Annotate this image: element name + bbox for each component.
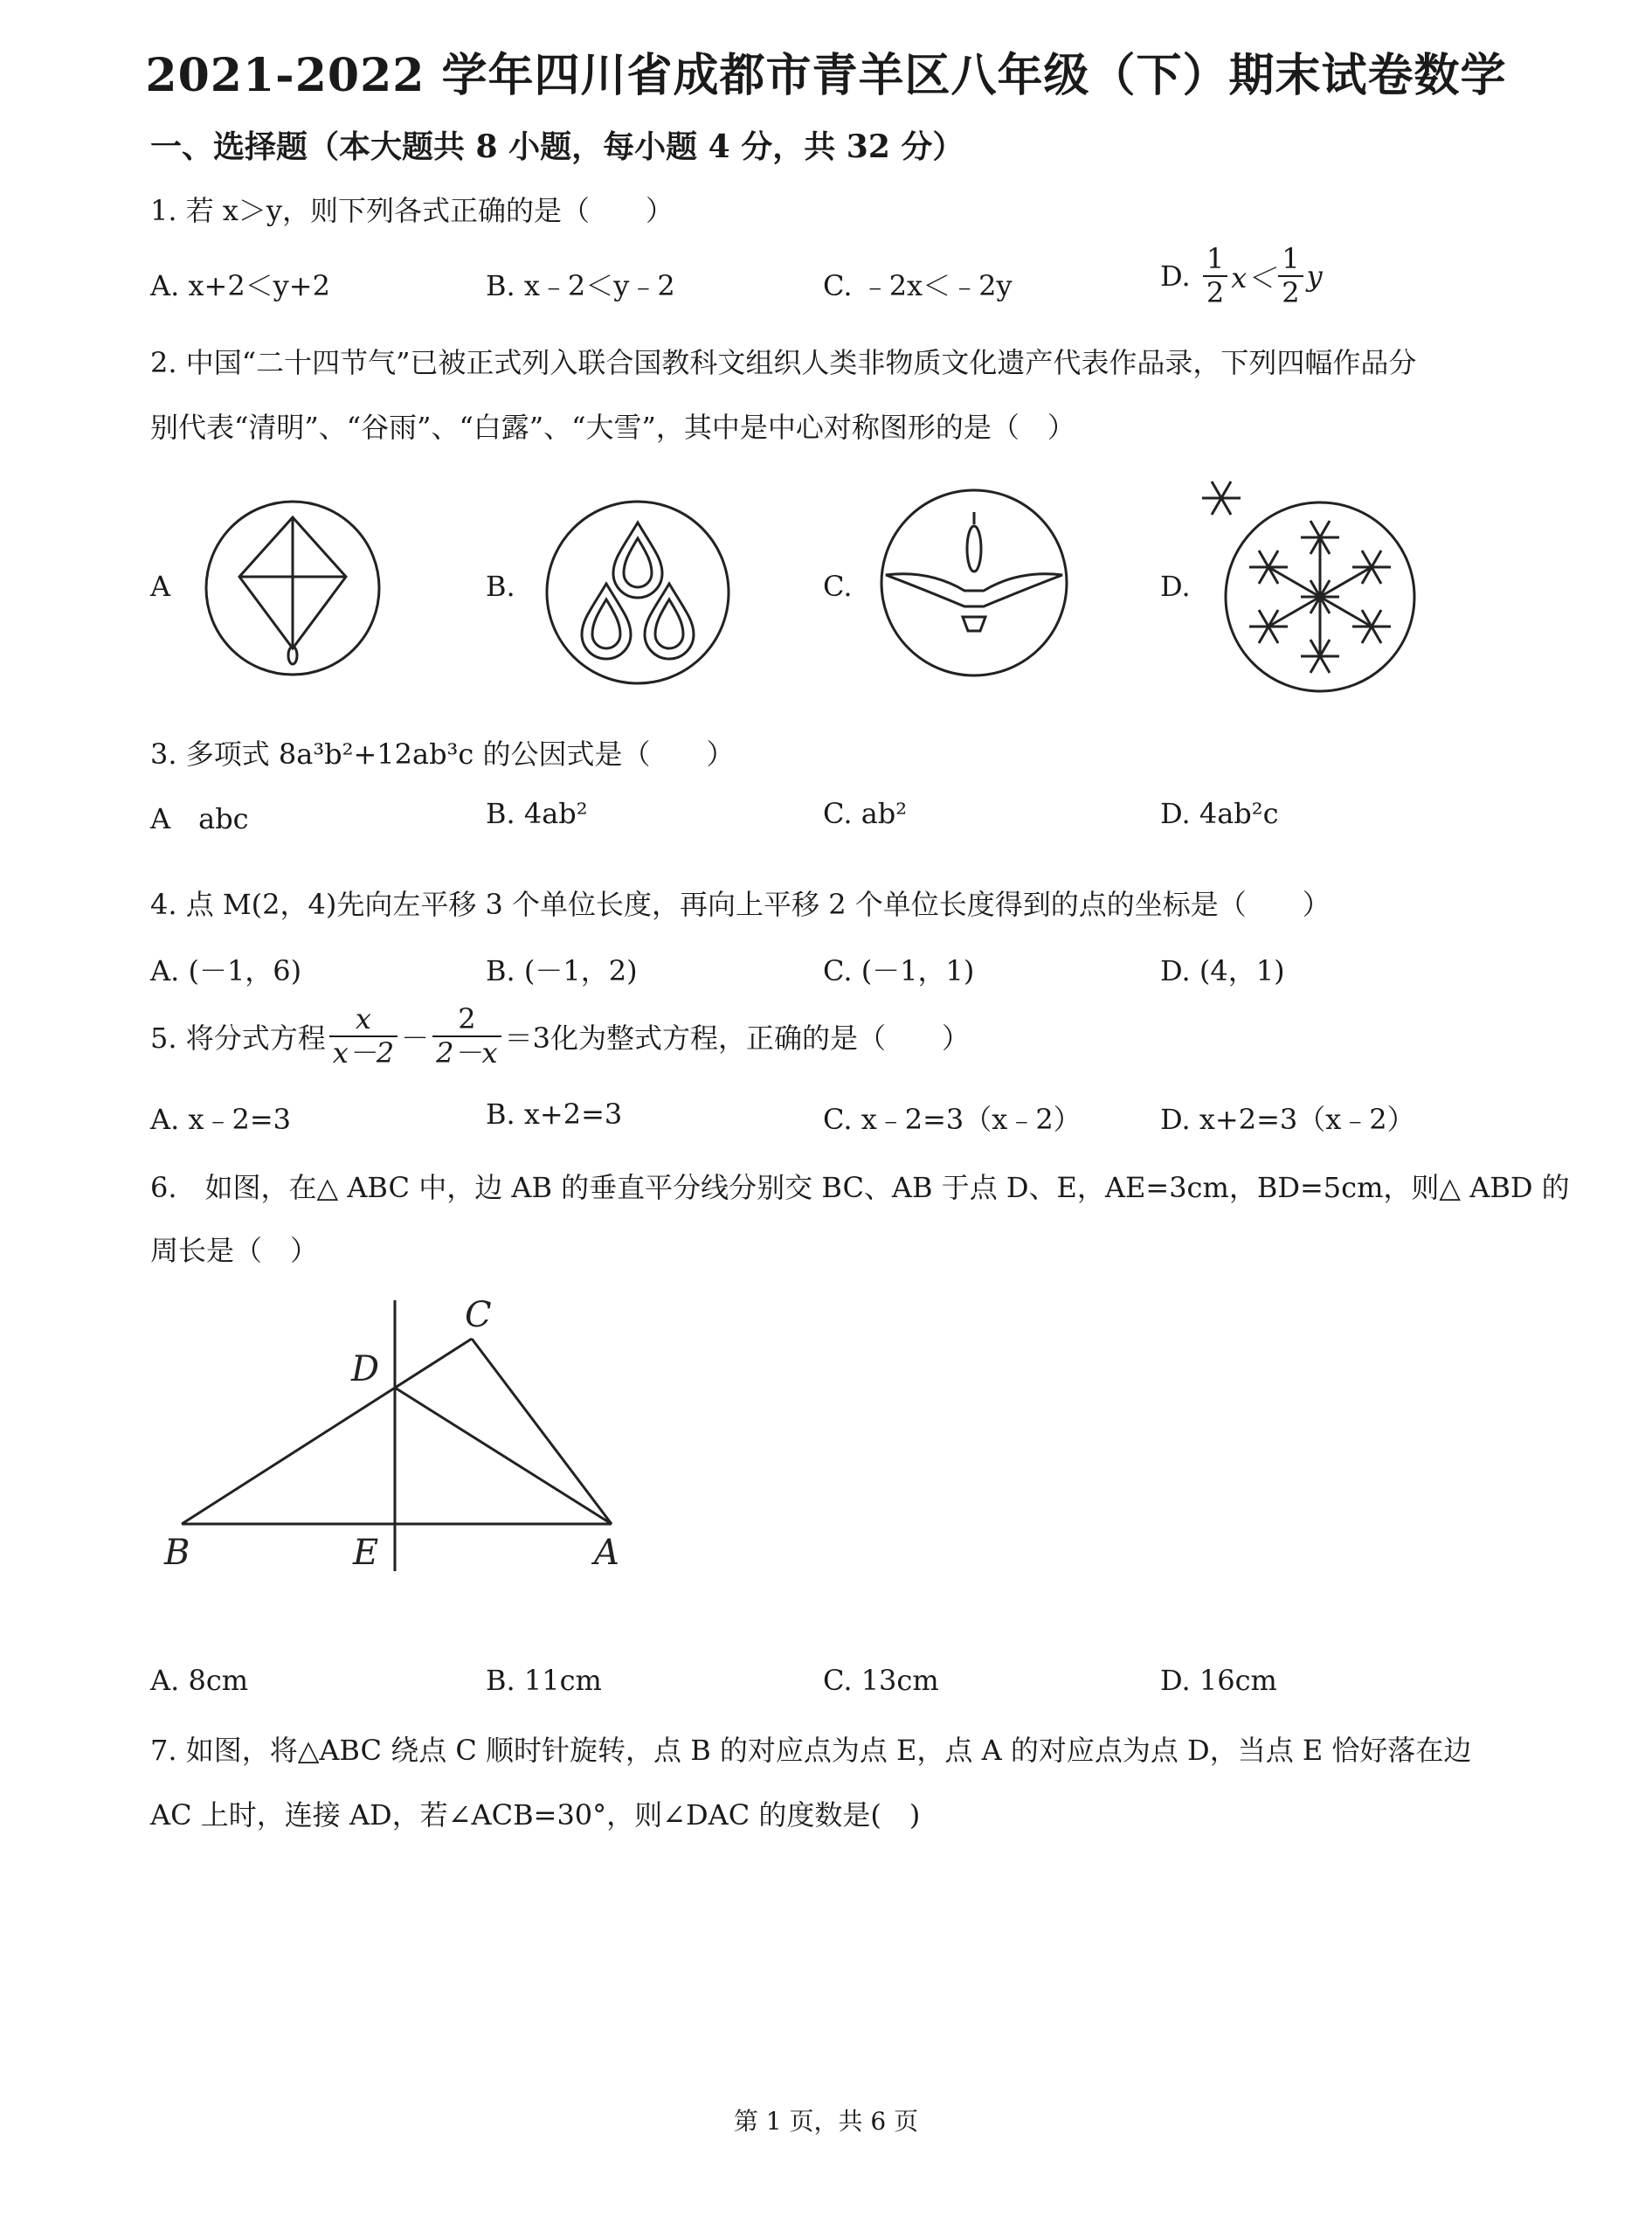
q6-option-d: D. 16cm: [1160, 1664, 1277, 1697]
q5-fraction-1: $\frac{x}{x-2}$: [329, 1003, 397, 1070]
question-3-stem: 3. 多项式 8a³b²+12ab³c 的公因式是（ ）: [150, 738, 735, 771]
q4-option-d: D. (4，1): [1160, 954, 1285, 987]
q4-option-c: C. (－1，1): [823, 954, 975, 987]
question-6-line-2: 周长是（ ）: [150, 1234, 319, 1267]
q3-option-d: D. 4ab²c: [1160, 797, 1279, 830]
q5-option-b: B. x+2=3: [486, 1098, 623, 1131]
side-ca: [472, 1339, 612, 1524]
q5-option-d: D. x+2=3（x﹣2）: [1160, 1103, 1415, 1136]
label-a: A: [594, 1533, 619, 1573]
question-6-line-1: 6. 如图，在△ ABC 中，边 AB 的垂直平分线分别交 BC、AB 于点 D、E，AE=3cm，BD=5cm，则△ ABD 的: [150, 1171, 1570, 1204]
q3-option-c: C. ab²: [823, 797, 908, 830]
q3-option-a: A abc: [150, 802, 249, 835]
q4-option-a: A. (－1，6): [150, 954, 302, 987]
q6-option-a: A. 8cm: [150, 1664, 249, 1697]
question-1-stem: 1. 若 x＞y，则下列各式正确的是（ ）: [150, 194, 674, 227]
page-title: 2021-2022 学年四川省成都市青羊区八年级（下）期末试卷数学: [145, 49, 1507, 102]
q2-option-a-label: A: [150, 570, 171, 603]
triangle-figure: [157, 1293, 646, 1582]
question-2-line-1: 2. 中国“二十四节气”已被正式列入联合国教科文组织人类非物质文化遗产代表作品录，下列四幅作品分: [150, 346, 1417, 379]
q5-minus: －: [401, 1021, 430, 1055]
label-b: B: [164, 1533, 190, 1573]
section-heading: 一、选择题（本大题共 8 小题，每小题 4 分，共 32 分）: [150, 128, 964, 165]
q1-option-d: [1160, 243, 1323, 309]
q3-option-b: B. 4ab²: [486, 797, 588, 830]
snowflake-figure: [1221, 498, 1419, 696]
q2-option-b-label: B.: [486, 570, 515, 603]
q6-option-b: B. 11cm: [486, 1664, 602, 1697]
q1-option-c: C. ﹣2x＜﹣2y: [823, 269, 1013, 302]
q5-prefix: 5. 将分式方程: [150, 1021, 326, 1055]
label-e: E: [353, 1533, 379, 1573]
label-d: D: [351, 1349, 380, 1389]
question-5-stem: [150, 1003, 970, 1070]
q5-equation-rest: ＝3化为整式方程，正确的是（ ）: [504, 1021, 970, 1055]
snowflake-icon: [1202, 481, 1241, 515]
q5-option-c: C. x﹣2=3（x﹣2）: [823, 1103, 1082, 1136]
question-7-line-2: AC 上时，连接 AD，若∠ACB=30°，则∠DAC 的度数是( ): [150, 1798, 921, 1832]
raindrops-figure: [543, 498, 732, 687]
q1-d-fraction-1: $\frac{1}{2}$: [1203, 243, 1227, 309]
segment-da: [395, 1388, 612, 1524]
bird-figure: [877, 486, 1071, 680]
q1-d-end: y: [1306, 259, 1323, 293]
q1-option-a: A. x+2＜y+2: [150, 269, 330, 302]
q5-option-a: A. x﹣2=3: [150, 1103, 292, 1136]
q6-option-c: C. 13cm: [823, 1664, 939, 1697]
q1-option-b: B. x﹣2＜y﹣2: [486, 269, 675, 302]
q2-option-c-label: C.: [823, 570, 853, 603]
question-2-line-2: 别代表“清明”、“谷雨”、“白露”、“大雪”，其中是中心对称图形的是（ ）: [150, 411, 1075, 444]
q1-d-fraction-2: $\frac{1}{2}$: [1278, 243, 1303, 309]
side-bc: [182, 1339, 472, 1524]
q1-d-prefix: D.: [1160, 259, 1191, 293]
kite-figure: [203, 498, 383, 678]
question-7-line-1: 7. 如图，将△ABC 绕点 C 顺时针旋转，点 B 的对应点为点 E，点 A 的对应点为点 D，当点 E 恰好落在边: [150, 1734, 1472, 1767]
label-c: C: [465, 1295, 492, 1335]
question-4-stem: 4. 点 M(2，4)先向左平移 3 个单位长度，再向上平移 2 个单位长度得到的点的坐标是（ ）: [150, 888, 1331, 921]
q4-option-b: B. (－1，2): [486, 954, 638, 987]
q1-d-mid: x＜: [1231, 260, 1275, 294]
page-footer: 第 1 页，共 6 页: [733, 2107, 919, 2136]
q2-option-d-label: D.: [1160, 570, 1191, 603]
q5-fraction-2: $\frac{2}{2-x}$: [432, 1003, 501, 1070]
